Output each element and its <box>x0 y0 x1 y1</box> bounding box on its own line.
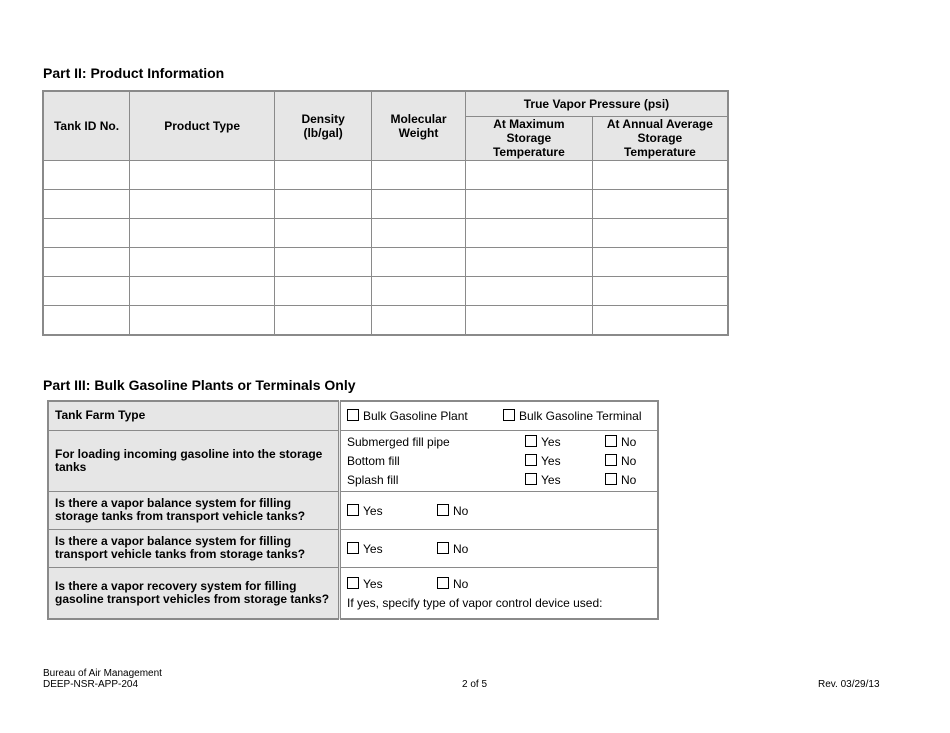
item-submerged-fill: Submerged fill pipe <box>347 434 450 449</box>
option-label: Bulk Gasoline Plant <box>363 409 468 423</box>
table-row <box>43 218 728 247</box>
bottom-no[interactable] <box>605 454 636 468</box>
cell-input[interactable] <box>275 218 372 247</box>
checkbox[interactable] <box>437 504 449 516</box>
cell-input[interactable] <box>43 218 130 247</box>
header-at-maximum-text: At Maximum Storage Temperature <box>492 117 565 159</box>
no-label: No <box>453 576 469 591</box>
table-row <box>43 189 728 218</box>
option-bulk-gasoline-plant[interactable] <box>347 409 468 423</box>
answer-tank-farm-type <box>340 401 659 430</box>
vb-transport-no[interactable] <box>437 542 468 556</box>
option-label: Bulk Gasoline Terminal <box>519 409 642 423</box>
checkbox[interactable] <box>347 409 359 421</box>
item-splash-fill: Splash fill <box>347 472 399 487</box>
yes-label: Yes <box>541 472 561 487</box>
vr-specify-text[interactable]: If yes, specify type of vapor control device used: <box>347 595 603 610</box>
header-density-text: Density (lb/gal) <box>301 111 345 140</box>
answer-loading <box>340 430 659 491</box>
cell-input[interactable] <box>130 276 275 305</box>
footer-revision: Rev. 03/29/13 <box>818 679 880 690</box>
checkbox[interactable] <box>525 473 537 485</box>
part2-heading: Part II: Product Information <box>43 65 225 81</box>
header-at-annual-average <box>592 116 728 160</box>
cell-input[interactable] <box>43 276 130 305</box>
option-bulk-gasoline-terminal[interactable] <box>503 409 642 423</box>
cell-input[interactable] <box>372 189 466 218</box>
table-row <box>43 160 728 189</box>
answer-vapor-balance-transport <box>340 529 659 567</box>
answer-vapor-balance-storage <box>340 491 659 529</box>
cell-input[interactable] <box>465 247 592 276</box>
cell-input[interactable] <box>43 247 130 276</box>
yes-label: Yes <box>363 503 383 518</box>
no-label: No <box>621 434 637 449</box>
yes-label: Yes <box>541 453 561 468</box>
item-bottom-fill: Bottom fill <box>347 453 400 468</box>
no-label: No <box>621 472 637 487</box>
cell-input[interactable] <box>275 305 372 335</box>
header-at-maximum <box>465 116 592 160</box>
bottom-yes[interactable] <box>525 454 561 468</box>
checkbox[interactable] <box>347 504 359 516</box>
cell-input[interactable] <box>592 218 728 247</box>
no-label: No <box>453 541 469 556</box>
vr-yes[interactable] <box>347 577 383 591</box>
checkbox[interactable] <box>437 542 449 554</box>
cell-input[interactable] <box>43 160 130 189</box>
header-molecular-weight-text: Molecular Weight <box>390 111 447 140</box>
submerged-yes[interactable] <box>525 435 561 449</box>
product-information-table <box>42 90 729 336</box>
checkbox[interactable] <box>503 409 515 421</box>
cell-input[interactable] <box>275 189 372 218</box>
cell-input[interactable] <box>372 160 466 189</box>
yes-label: Yes <box>363 541 383 556</box>
checkbox[interactable] <box>525 454 537 466</box>
question-vapor-balance-transport: Is there a vapor balance system for filling transport vehicle tanks from storage tanks? <box>48 529 340 567</box>
vb-storage-no[interactable] <box>437 504 468 518</box>
no-label: No <box>621 453 637 468</box>
question-tank-farm-type: Tank Farm Type <box>48 401 340 430</box>
footer-form-id: DEEP-NSR-APP-204 <box>43 679 139 690</box>
header-molecular-weight <box>372 91 466 160</box>
part3-heading: Part III: Bulk Gasoline Plants or Terminals Only <box>43 377 356 393</box>
footer-page-number: 2 of 5 <box>462 679 488 690</box>
header-tank-id: Tank ID No. <box>43 91 130 160</box>
cell-input[interactable] <box>43 305 130 335</box>
checkbox[interactable] <box>437 577 449 589</box>
vr-no[interactable] <box>437 577 468 591</box>
checkbox[interactable] <box>605 454 617 466</box>
question-vapor-balance-storage: Is there a vapor balance system for filling storage tanks from transport vehicle tanks? <box>48 491 340 529</box>
cell-input[interactable] <box>275 160 372 189</box>
table-row <box>43 305 728 335</box>
cell-input[interactable] <box>130 247 275 276</box>
cell-input[interactable] <box>592 247 728 276</box>
yes-label: Yes <box>363 576 383 591</box>
bulk-gasoline-table <box>47 400 659 620</box>
table-row <box>43 276 728 305</box>
checkbox[interactable] <box>605 473 617 485</box>
vb-storage-yes[interactable] <box>347 504 383 518</box>
cell-input[interactable] <box>130 189 275 218</box>
answer-vapor-recovery <box>340 567 659 619</box>
checkbox[interactable] <box>605 435 617 447</box>
table-row <box>43 247 728 276</box>
checkbox[interactable] <box>347 577 359 589</box>
question-vapor-recovery: Is there a vapor recovery system for filling gasoline transport vehicles from storage tanks? <box>48 567 340 619</box>
cell-input[interactable] <box>372 276 466 305</box>
splash-yes[interactable] <box>525 473 561 487</box>
cell-input[interactable] <box>465 276 592 305</box>
vb-transport-yes[interactable] <box>347 542 383 556</box>
cell-input[interactable] <box>372 247 466 276</box>
question-loading: For loading incoming gasoline into the storage tanks <box>48 430 340 491</box>
header-product-type: Product Type <box>130 91 275 160</box>
cell-input[interactable] <box>465 189 592 218</box>
yes-label: Yes <box>541 434 561 449</box>
cell-input[interactable] <box>372 218 466 247</box>
cell-input[interactable] <box>275 247 372 276</box>
cell-input[interactable] <box>372 305 466 335</box>
cell-input[interactable] <box>465 160 592 189</box>
cell-input[interactable] <box>275 276 372 305</box>
cell-input[interactable] <box>465 218 592 247</box>
cell-input[interactable] <box>592 305 728 335</box>
checkbox[interactable] <box>347 542 359 554</box>
checkbox[interactable] <box>525 435 537 447</box>
submerged-no[interactable] <box>605 435 636 449</box>
cell-input[interactable] <box>130 160 275 189</box>
cell-input[interactable] <box>592 276 728 305</box>
cell-input[interactable] <box>43 189 130 218</box>
footer-agency: Bureau of Air Management <box>43 668 162 679</box>
cell-input[interactable] <box>465 305 592 335</box>
cell-input[interactable] <box>130 305 275 335</box>
header-density <box>275 91 372 160</box>
cell-input[interactable] <box>592 189 728 218</box>
splash-no[interactable] <box>605 473 636 487</box>
no-label: No <box>453 503 469 518</box>
header-true-vapor-pressure: True Vapor Pressure (psi) <box>465 91 728 116</box>
header-at-annual-average-text: At Annual Average Storage Temperature <box>606 117 713 159</box>
cell-input[interactable] <box>592 160 728 189</box>
cell-input[interactable] <box>130 218 275 247</box>
